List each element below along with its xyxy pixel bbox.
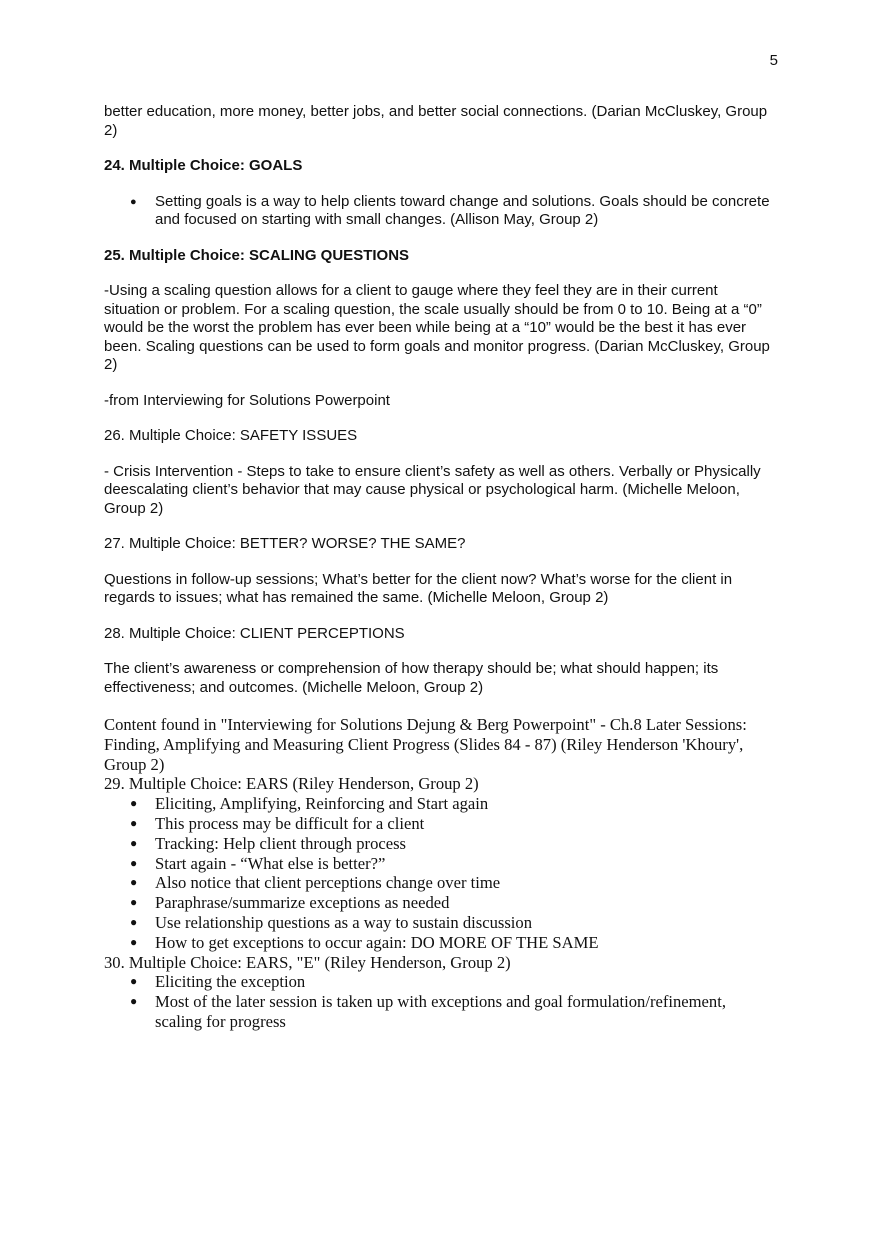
intro-paragraph: better education, more money, better jobs, and better social connections. (Darian McCluskey, Group 2) [104,103,768,139]
list-item: ● Start again - “What else is better?” [104,854,776,874]
list-item: ● Also notice that client perceptions change over time [104,873,776,893]
list-item: ● Most of the later session is taken up with exceptions and goal formulation/refinement, scaling for progress [104,992,776,1032]
q25-source: -from Interviewing for Solutions Powerpoint [104,391,390,409]
document-body [104,103,776,1032]
q28-body: The client’s awareness or comprehension of how therapy should be; what should happen; its effectiveness; and outcomes. (Michelle Meloon, Group 2) [104,660,719,696]
q29-heading: 29. Multiple Choice: EARS (Riley Henderson, Group 2) [104,774,479,794]
q27-heading: 27. Multiple Choice: BETTER? WORSE? THE SAME? [104,535,466,552]
content-source-note: Content found in "Interviewing for Solutions Dejung & Berg Powerpoint" - Ch.8 Later Sessions: Finding, Amplifying and Measuring Client Progress (Slides 84 - 87) (Riley Henderson 'Khoury', Group 2) [104,715,747,774]
q28-heading: 28. Multiple Choice: CLIENT PERCEPTIONS [104,624,405,642]
list-item: ● Tracking: Help client through process [104,834,776,854]
list-item: ● Eliciting the exception [104,972,776,992]
q25-body: -Using a scaling question allows for a client to gauge where they feel they are in their current situation or problem. For a scaling question, the scale usually should be from 0 to 10. Being at a “0” would be the worst the problem has ever been while being at a “10” would be the best it has ever been. Scaling questions can be used to form goals and monitor progress. (Darian McCluskey, Group 2) [104,282,770,373]
q27-body: Questions in follow-up sessions; What’s better for the client now? What’s worse for the client in regards to issues; what has remained the same. (Michelle Meloon, Group 2) [104,570,733,606]
list-item: ● Use relationship questions as a way to sustain discussion [104,913,776,933]
q30-heading: 30. Multiple Choice: EARS, "E" (Riley Henderson, Group 2) [104,952,511,972]
list-item: ● Setting goals is a way to help clients toward change and solutions. Goals should be concrete and focused on starting with small changes. (Allison May, Group 2) [104,193,776,230]
list-item: ● This process may be difficult for a client [104,814,776,834]
list-item: ● Paraphrase/summarize exceptions as needed [104,893,776,913]
list-item: ● How to get exceptions to occur again: DO MORE OF THE SAME [104,933,776,953]
list-item: ● Eliciting, Amplifying, Reinforcing and Start again [104,794,776,814]
page-number: 5 [769,52,778,69]
q26-heading: 26. Multiple Choice: SAFETY ISSUES [104,427,358,444]
q30-bullet-list [104,972,776,1031]
q26-body: - Crisis Intervention - Steps to take to ensure client’s safety as well as others. Verbally or Physically deescalating client’s behavior that may cause physical or psychological harm. (Michelle Meloon, Group 2) [104,462,761,517]
q24-bullet-list [104,193,776,230]
q29-bullet-list [104,794,776,952]
q25-heading: 25. Multiple Choice: SCALING QUESTIONS [104,246,410,264]
q24-heading: 24. Multiple Choice: GOALS [104,157,303,174]
